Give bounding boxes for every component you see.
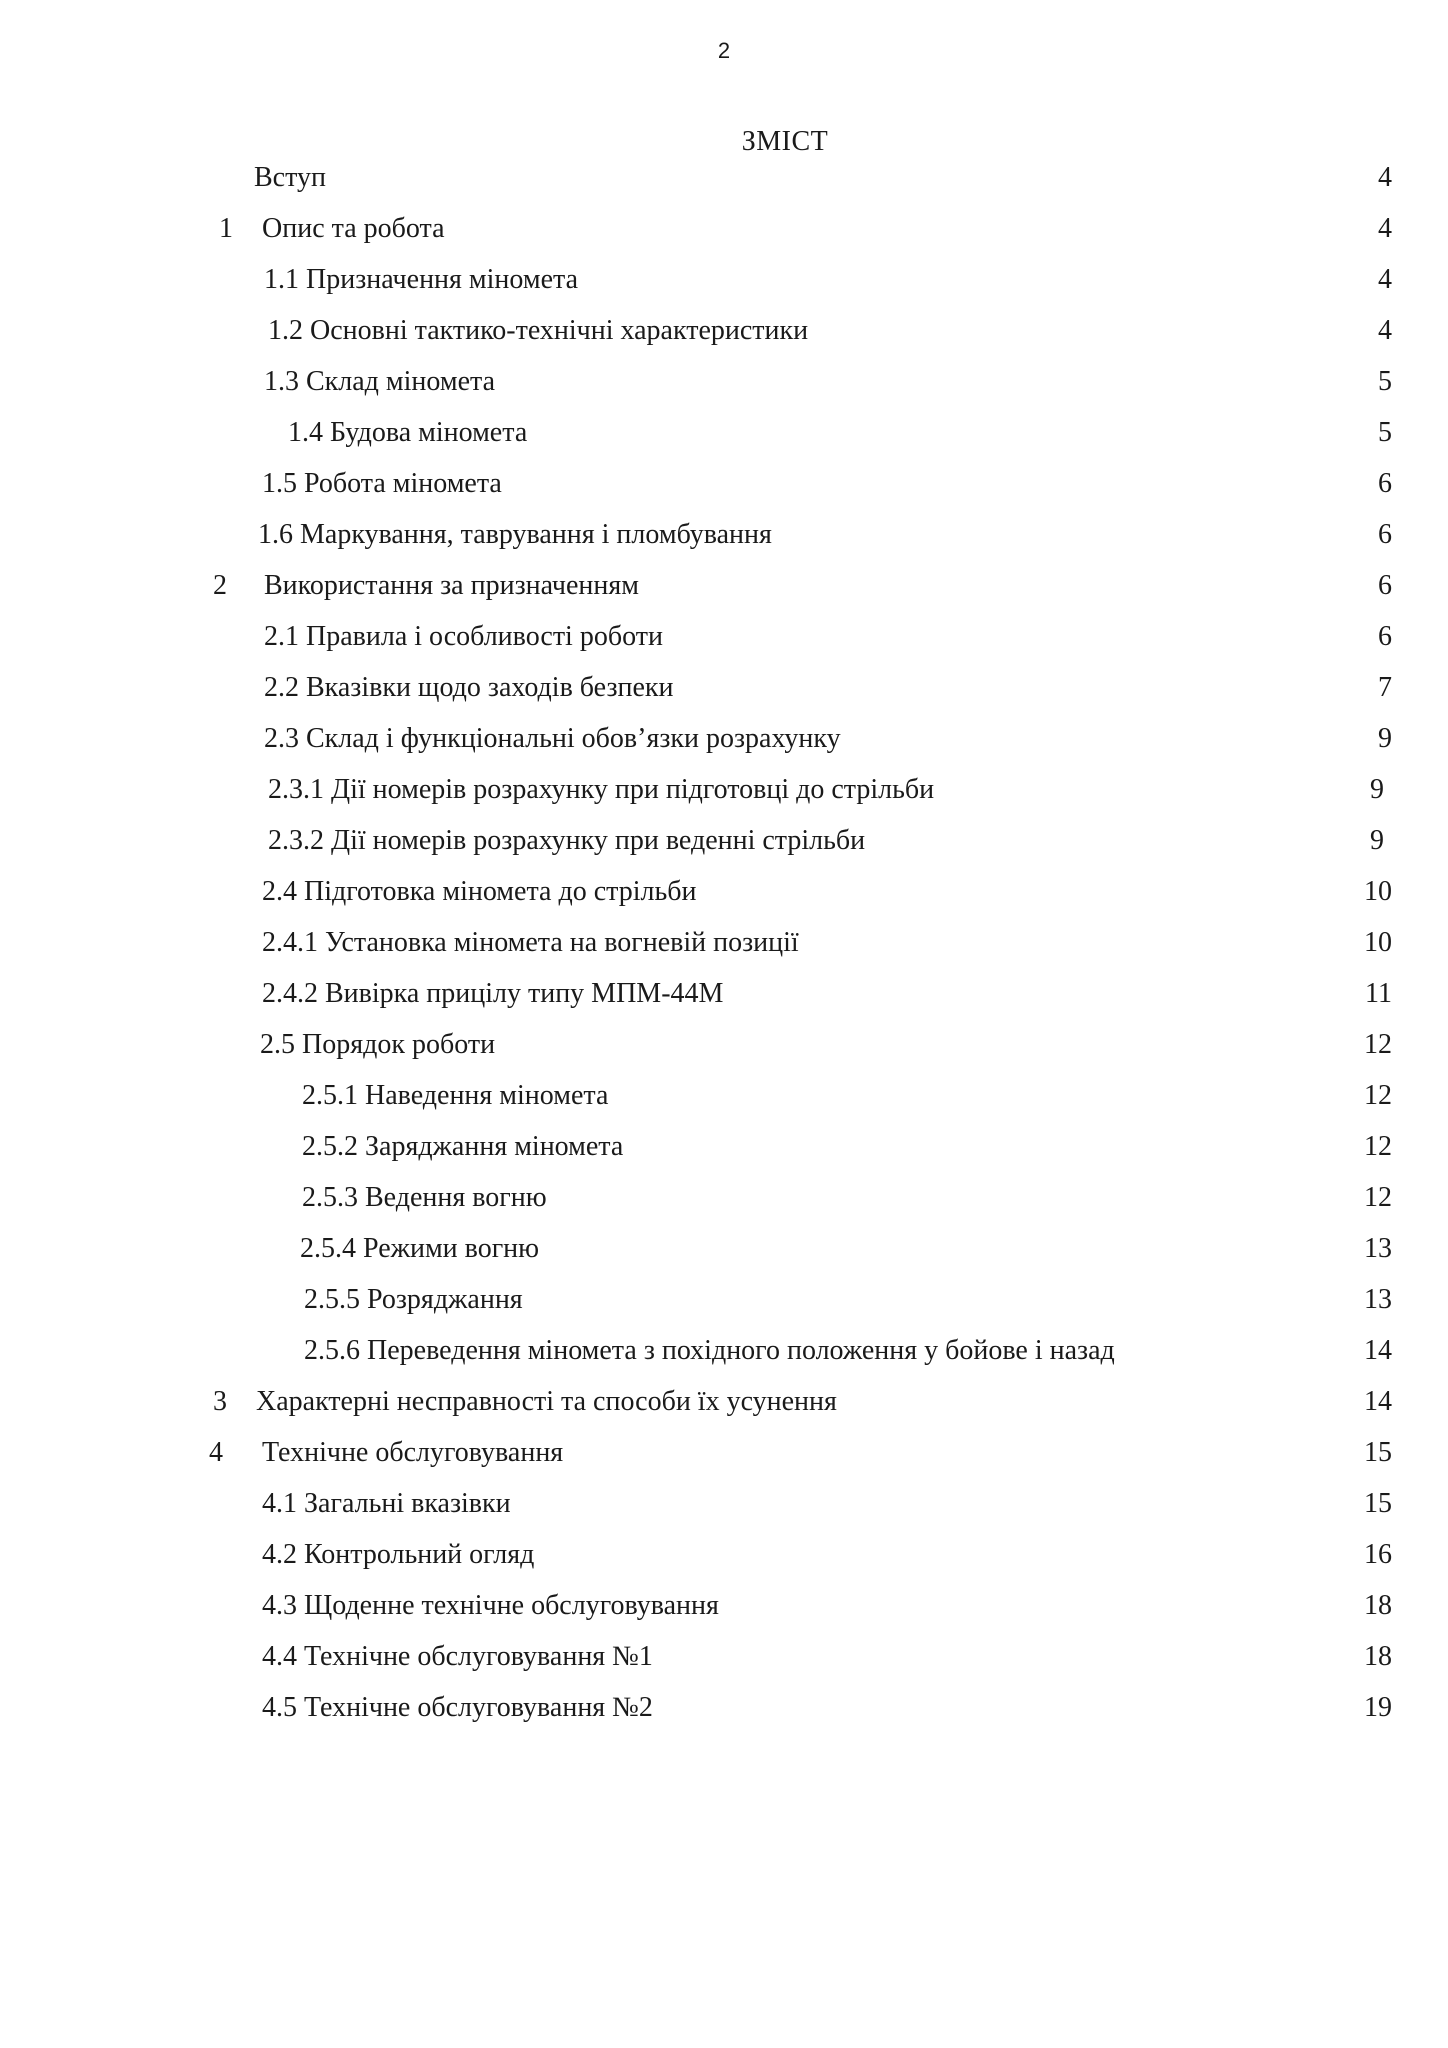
toc-page-number: 7	[1378, 672, 1392, 703]
toc-entry	[0, 1529, 1448, 1580]
toc-page-number: 11	[1365, 978, 1392, 1009]
toc-entry	[0, 815, 1448, 866]
toc-entry	[0, 968, 1448, 1019]
toc-entry	[0, 458, 1448, 509]
toc-page-number: 16	[1364, 1539, 1392, 1570]
toc-entry-title: Технічне обслуговування	[262, 1437, 564, 1468]
toc-entry	[0, 1682, 1448, 1733]
toc-entry-title: Використання за призначенням	[264, 570, 639, 601]
toc-entry-title: 2.5.4 Режими вогню	[300, 1233, 540, 1264]
toc-entry-title: 4.4 Технічне обслуговування №1	[262, 1641, 653, 1672]
toc-page-number: 12	[1364, 1029, 1392, 1060]
toc-page-number: 14	[1364, 1386, 1392, 1417]
toc-entry	[0, 713, 1448, 764]
toc-entry-title: Опис та робота	[262, 213, 445, 244]
toc-entry-title: 2.3.1 Дії номерів розрахунку при підготовці до стрільби	[268, 774, 935, 805]
toc-entry-title: Вступ	[254, 162, 326, 193]
toc-page-number: 15	[1364, 1437, 1392, 1468]
toc-entry-title: 2.5.6 Переведення міномета з похідного положення у бойове і назад	[304, 1335, 1115, 1366]
toc-entry	[0, 1376, 1448, 1427]
toc-page-number: 5	[1378, 366, 1392, 397]
toc-page-number: 4	[1378, 264, 1392, 295]
toc-entry-title: 2.4.1 Установка міномета на вогневій позиції	[262, 927, 799, 958]
toc-section-number: 2	[213, 570, 227, 601]
toc-entry-title: 1.4 Будова міномета	[288, 417, 528, 448]
toc-page-number: 14	[1364, 1335, 1392, 1366]
toc-entry-title: 2.5 Порядок роботи	[260, 1029, 496, 1060]
toc-entry	[0, 1478, 1448, 1529]
toc-page-number: 10	[1364, 876, 1392, 907]
toc-page-number: 4	[1378, 162, 1392, 193]
toc-section-number: 3	[213, 1386, 227, 1417]
toc-entry	[0, 1121, 1448, 1172]
toc-entry	[0, 254, 1448, 305]
toc-page-number: 4	[1378, 213, 1392, 244]
toc-page-number: 5	[1378, 417, 1392, 448]
toc-entry	[0, 1631, 1448, 1682]
toc-page-number: 12	[1364, 1182, 1392, 1213]
toc-entry-title: 2.5.5 Розряджання	[304, 1284, 523, 1315]
toc-page-number: 6	[1378, 468, 1392, 499]
toc-entry	[0, 611, 1448, 662]
table-of-contents	[0, 152, 1448, 1733]
toc-entry	[0, 1172, 1448, 1223]
toc-entry	[0, 1580, 1448, 1631]
toc-entry	[0, 1274, 1448, 1325]
toc-page-number: 18	[1364, 1590, 1392, 1621]
toc-page-number: 4	[1378, 315, 1392, 346]
toc-entry-title: 1.3 Склад міномета	[264, 366, 496, 397]
toc-page-number: 12	[1364, 1080, 1392, 1111]
toc-entry	[0, 509, 1448, 560]
toc-entry	[0, 764, 1448, 815]
toc-section-number: 4	[209, 1437, 223, 1468]
toc-page-number: 13	[1364, 1233, 1392, 1264]
toc-page-number: 9	[1370, 774, 1384, 805]
toc-entry	[0, 662, 1448, 713]
toc-entry-title: 2.1 Правила і особливості роботи	[264, 621, 663, 652]
toc-entry-title: 2.4 Підготовка міномета до стрільби	[262, 876, 697, 907]
toc-entry	[0, 1019, 1448, 1070]
toc-entry	[0, 356, 1448, 407]
toc-title: ЗМІСТ	[741, 126, 829, 157]
page-number: 2	[717, 38, 731, 63]
toc-entry-title: 2.3 Склад і функціональні обов’язки розрахунку	[264, 723, 841, 754]
toc-entry	[0, 560, 1448, 611]
toc-entry-title: 2.2 Вказівки щодо заходів безпеки	[264, 672, 674, 703]
toc-entry-title: 2.5.3 Ведення вогню	[302, 1182, 547, 1213]
toc-entry-title: 4.2 Контрольний огляд	[262, 1539, 535, 1570]
toc-entry	[0, 407, 1448, 458]
toc-entry	[0, 1223, 1448, 1274]
toc-page-number: 15	[1364, 1488, 1392, 1519]
toc-page-number: 13	[1364, 1284, 1392, 1315]
toc-entry-title: 1.2 Основні тактико-технічні характеристики	[268, 315, 809, 346]
toc-entry-title: 1.6 Маркування, таврування і пломбування	[258, 519, 772, 550]
toc-section-number: 1	[219, 213, 233, 244]
toc-entry-title: 2.5.2 Заряджання міномета	[302, 1131, 624, 1162]
toc-entry-title: 1.5 Робота міномета	[262, 468, 502, 499]
toc-entry	[0, 203, 1448, 254]
toc-entry	[0, 1325, 1448, 1376]
toc-entry-title: Характерні несправності та способи їх усунення	[256, 1386, 837, 1417]
toc-entry-title: 1.1 Призначення міномета	[264, 264, 579, 295]
toc-page-number: 10	[1364, 927, 1392, 958]
toc-page-number: 6	[1378, 519, 1392, 550]
toc-entry-title: 2.4.2 Вивірка прицілу типу МПМ-44М	[262, 978, 724, 1009]
toc-page-number: 19	[1364, 1692, 1392, 1723]
toc-entry-title: 4.3 Щоденне технічне обслуговування	[262, 1590, 719, 1621]
toc-page-number: 12	[1364, 1131, 1392, 1162]
toc-entry	[0, 152, 1448, 203]
toc-entry	[0, 1427, 1448, 1478]
toc-entry-title: 4.1 Загальні вказівки	[262, 1488, 511, 1519]
toc-page-number: 18	[1364, 1641, 1392, 1672]
toc-entry-title: 2.3.2 Дії номерів розрахунку при веденні стрільби	[268, 825, 866, 856]
toc-page-number: 6	[1378, 570, 1392, 601]
toc-page-number: 6	[1378, 621, 1392, 652]
toc-entry	[0, 305, 1448, 356]
toc-entry	[0, 917, 1448, 968]
toc-entry-title: 4.5 Технічне обслуговування №2	[262, 1692, 653, 1723]
toc-entry	[0, 866, 1448, 917]
toc-entry	[0, 1070, 1448, 1121]
toc-entry-title: 2.5.1 Наведення міномета	[302, 1080, 609, 1111]
toc-page-number: 9	[1370, 825, 1384, 856]
toc-page-number: 9	[1378, 723, 1392, 754]
